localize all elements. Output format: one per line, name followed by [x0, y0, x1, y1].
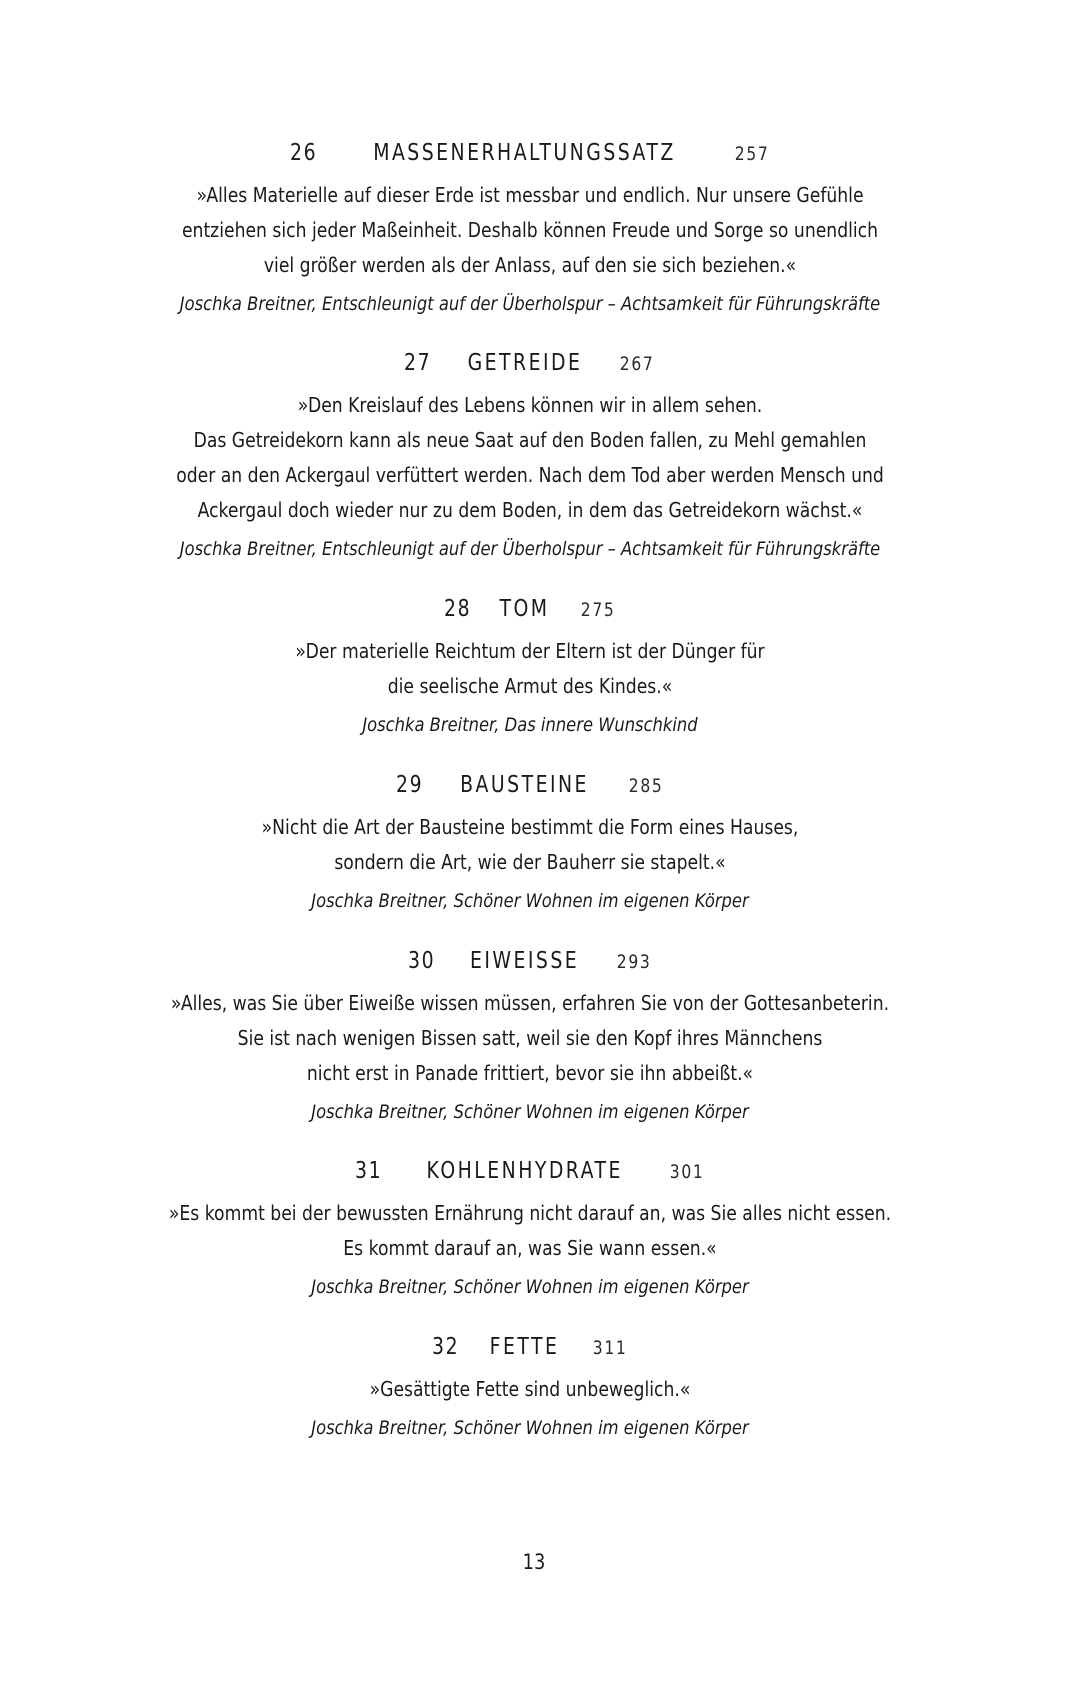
- chapter-number: 32: [431, 1334, 460, 1360]
- chapter-title: KOHLENHYDRATE: [426, 1158, 623, 1184]
- chapter-title: EIWEISSE: [469, 948, 580, 974]
- chapter-title: TOM: [499, 596, 550, 622]
- quote-line: oder an den Ackergaul verfüttert werden. Nach dem Tod aber werden Mensch und: [176, 463, 884, 487]
- entry-heading: [110, 1334, 950, 1368]
- quote-attribution: Joschka Breitner, Schöner Wohnen im eigenen Körper: [311, 1101, 749, 1123]
- chapter-title: MASSENERHALTUNGSSATZ: [373, 140, 676, 166]
- chapter-page: 311: [592, 1337, 628, 1359]
- quote-line: »Nicht die Art der Bausteine bestimmt die Form eines Hauses,: [261, 815, 799, 839]
- quote-attribution: Joschka Breitner, Entschleunigt auf der Überholspur – Achtsamkeit für Führungskräfte: [179, 538, 881, 560]
- toc-entry: [110, 1158, 950, 1306]
- toc-entry: [110, 140, 950, 323]
- chapter-page: 267: [620, 353, 655, 375]
- chapter-page: 301: [670, 1161, 705, 1183]
- quote-attribution: Joschka Breitner, Entschleunigt auf der Überholspur – Achtsamkeit für Führungskräfte: [179, 293, 881, 315]
- chapter-number: 29: [395, 772, 423, 798]
- quote-line: viel größer werden als der Anlass, auf den sie sich beziehen.«: [263, 253, 797, 277]
- chapter-number: 26: [289, 140, 318, 166]
- chapter-page: 257: [734, 143, 770, 165]
- chapter-page: 285: [628, 775, 664, 797]
- chapter-title: BAUSTEINE: [460, 772, 589, 798]
- quote-line: nicht erst in Panade frittiert, bevor sie ihn abbeißt.«: [306, 1061, 754, 1085]
- chapter-number: 27: [404, 350, 432, 376]
- quote-line: Sie ist nach wenigen Bissen satt, weil sie den Kopf ihres Männchens: [237, 1026, 823, 1050]
- quote-line: entziehen sich jeder Maßeinheit. Deshalb können Freude und Sorge so unendlich: [181, 218, 879, 242]
- chapter-page: 275: [580, 599, 616, 621]
- quote-line: »Alles Materielle auf dieser Erde ist messbar und endlich. Nur unsere Gefühle: [196, 183, 864, 207]
- quote-line: Es kommt darauf an, was Sie wann essen.«: [343, 1236, 717, 1260]
- quote-line: »Gesättigte Fette sind unbeweglich.«: [369, 1377, 691, 1401]
- quote-attribution: Joschka Breitner, Schöner Wohnen im eigenen Körper: [311, 890, 749, 912]
- page-number: 13: [522, 1550, 546, 1574]
- quote-line: »Alles, was Sie über Eiweiße wissen müssen, erfahren Sie von der Gottesanbeterin.: [170, 991, 890, 1015]
- entry-heading: [110, 350, 950, 384]
- entry-heading: [110, 1158, 950, 1192]
- chapter-number: 30: [407, 948, 435, 974]
- entry-heading: [110, 772, 950, 806]
- quote-line: »Den Kreislauf des Lebens können wir in allem sehen.: [297, 393, 763, 417]
- entry-heading: [110, 140, 950, 174]
- toc-entry: [110, 1334, 950, 1447]
- quote-line: Das Getreidekorn kann als neue Saat auf den Boden fallen, zu Mehl gemahlen: [193, 428, 867, 452]
- quote-line: »Der materielle Reichtum der Eltern ist der Dünger für: [295, 639, 765, 663]
- quote-line: »Es kommt bei der bewussten Ernährung nicht darauf an, was Sie alles nicht essen.: [168, 1201, 892, 1225]
- chapter-title: FETTE: [489, 1334, 560, 1360]
- entry-heading: [110, 596, 950, 630]
- chapter-title: GETREIDE: [467, 350, 582, 376]
- quote-attribution: Joschka Breitner, Das innere Wunschkind: [362, 714, 698, 736]
- chapter-number: 28: [443, 596, 472, 622]
- chapter-number: 31: [354, 1158, 382, 1184]
- quote-line: sondern die Art, wie der Bauherr sie stapelt.«: [334, 850, 726, 874]
- entry-heading: [110, 948, 950, 982]
- chapter-page: 293: [616, 951, 652, 973]
- quote-line: Ackergaul doch wieder nur zu dem Boden, in dem das Getreidekorn wächst.«: [197, 498, 863, 522]
- quote-attribution: Joschka Breitner, Schöner Wohnen im eigenen Körper: [311, 1417, 749, 1439]
- quote-attribution: Joschka Breitner, Schöner Wohnen im eigenen Körper: [311, 1276, 749, 1298]
- toc-entry: [110, 350, 950, 568]
- toc-entry: [110, 772, 950, 920]
- toc-entry: [110, 596, 950, 744]
- toc-entry: [110, 948, 950, 1131]
- quote-line: die seelische Armut des Kindes.«: [387, 674, 673, 698]
